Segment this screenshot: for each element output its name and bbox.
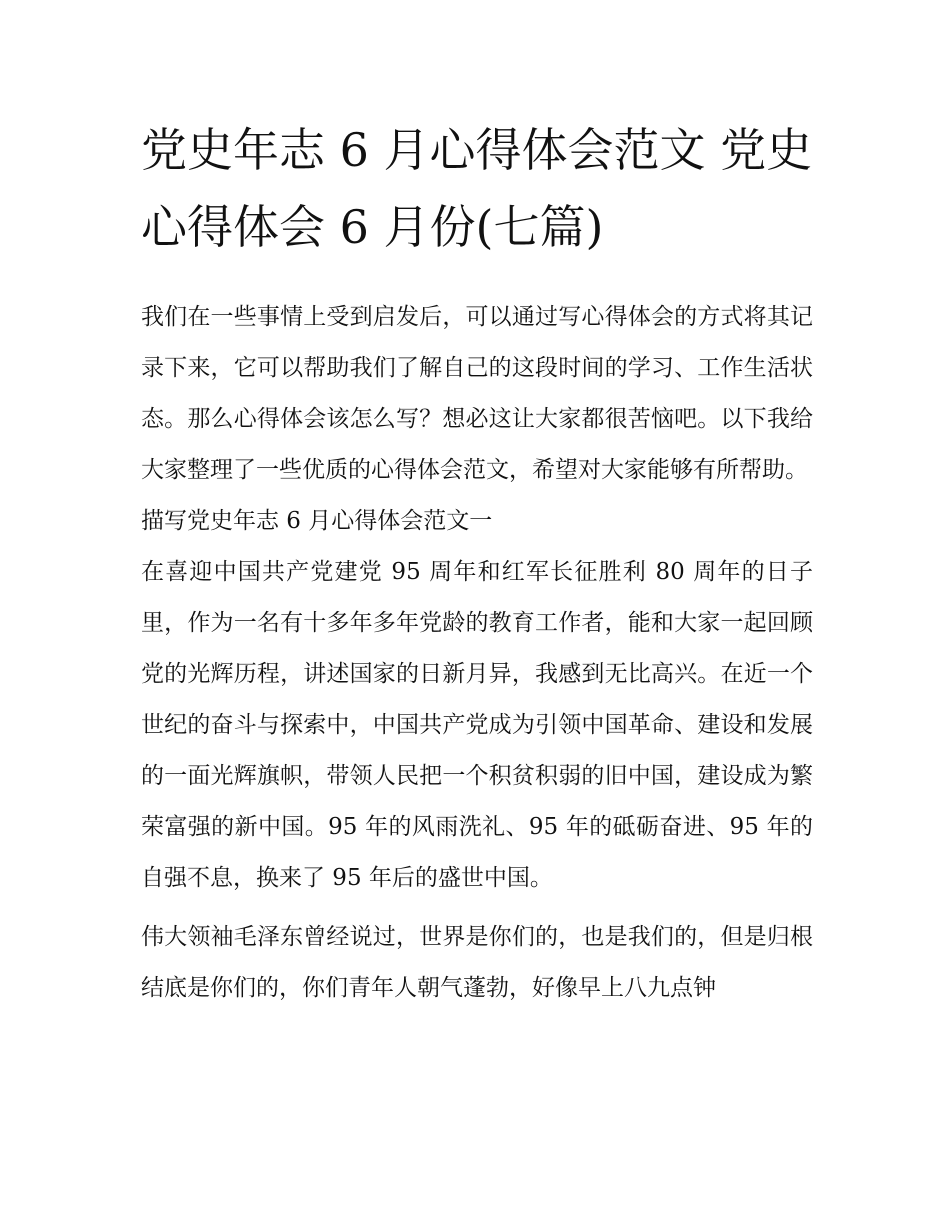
document-page [141,112,813,1014]
document-title: 党史年志 6 月心得体会范文 党史心得体会 6 月份(七篇) [141,123,813,254]
body-paragraph: 伟大领袖毛泽东曾经说过，世界是你们的，也是我们的，但是归根结底是你们的，你们青年人朝气蓬勃，好像早上八九点钟 [141,924,813,1001]
section-heading: 描写党史年志 6 月心得体会范文一 [141,508,493,534]
intro-paragraph: 我们在一些事情上受到启发后，可以通过写心得体会的方式将其记录下来，它可以帮助我们了解自己的这段时间的学习、工作生活状态。那么心得体会该怎么写？想必这让大家都很苦恼吧。以下我给大家整理了一些优质的心得体会范文，希望对大家能够有所帮助。 [141,304,813,483]
body-paragraph: 在喜迎中国共产党建党 95 周年和红军长征胜利 80 周年的日子里，作为一名有十多年多年党龄的教育工作者，能和大家一起回顾党的光辉历程，讲述国家的日新月异，我感到无比高兴。在近一个世纪的奋斗与探索中，中国共产党成为引领中国革命、建设和发展的一面光辉旗帜，带领人民把一个积贫积弱的旧中国，建设成为繁荣富强的新中国。95 年的风雨洗礼、95 年的砥砺奋进、95 年的自强不息，换来了 95 年后的盛世中国。 [141,559,813,891]
